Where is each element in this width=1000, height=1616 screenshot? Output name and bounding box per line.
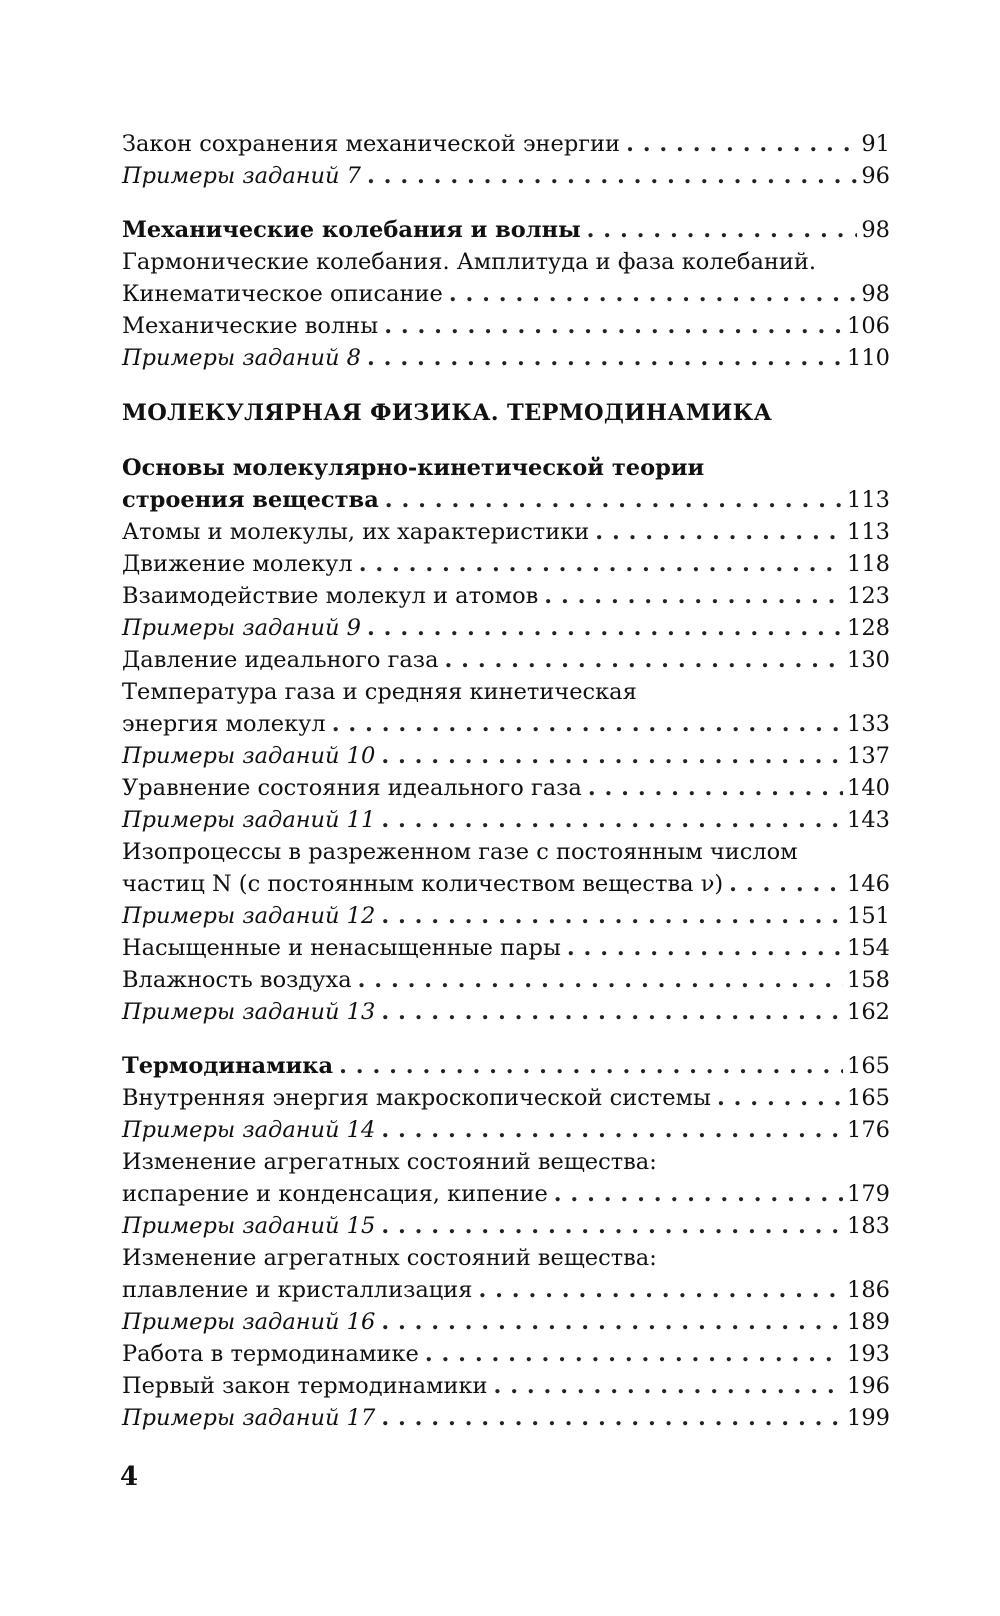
toc-entry-page: 118 — [847, 551, 890, 577]
toc-entry-page: 106 — [847, 313, 890, 339]
dot-leader — [425, 1338, 843, 1370]
toc-entry-title: Примеры заданий 15 — [122, 1213, 376, 1239]
dot-leader — [381, 740, 843, 772]
toc-entry-page: 98 — [861, 217, 890, 243]
toc-entry-title: Механические колебания и волны — [122, 217, 581, 243]
page-number: 4 — [120, 1462, 139, 1492]
toc-entry — [122, 772, 890, 804]
toc-entry-page: 151 — [847, 903, 890, 929]
part-heading: МОЛЕКУЛЯРНАЯ ФИЗИКА. ТЕРМОДИНАМИКА — [122, 400, 773, 426]
toc-entry — [122, 1274, 890, 1306]
toc-entry-title: Примеры заданий 14 — [122, 1117, 376, 1143]
toc-entry — [122, 708, 890, 740]
toc-entry-page: 110 — [847, 345, 890, 371]
toc-entry-title: Уравнение состояния идеального газа — [122, 775, 582, 801]
toc-entry-page: 158 — [847, 967, 890, 993]
dot-leader — [381, 900, 843, 932]
toc-entry — [122, 1242, 890, 1274]
dot-leader — [381, 996, 843, 1028]
toc-examples-entry — [122, 804, 890, 836]
dot-leader — [544, 580, 843, 612]
toc-entry-page: 196 — [847, 1373, 890, 1399]
toc-section-entry — [122, 452, 890, 484]
toc-section-entry — [122, 1050, 890, 1082]
section-gap — [122, 374, 890, 396]
toc-entry-title: Основы молекулярно-кинетической теории — [122, 455, 705, 481]
toc-entry-page: 123 — [847, 583, 890, 609]
dot-leader — [478, 1274, 843, 1306]
dot-leader — [381, 1210, 843, 1242]
dot-leader — [494, 1370, 844, 1402]
toc-entry — [122, 516, 890, 548]
dot-leader — [729, 868, 843, 900]
toc-entry-title: Работа в термодинамике — [122, 1341, 419, 1367]
toc-entry — [122, 1146, 890, 1178]
toc-examples-entry — [122, 160, 890, 192]
dot-leader — [339, 1050, 843, 1082]
section-gap — [122, 430, 890, 452]
toc-entry-page: 186 — [847, 1277, 890, 1303]
toc-entry-title: испарение и конденсация, кипение — [122, 1181, 548, 1207]
dot-leader — [359, 548, 843, 580]
toc-entry-page: 128 — [847, 615, 890, 641]
toc-entry-page: 193 — [847, 1341, 890, 1367]
toc-entry-title: Изменение агрегатных состояний вещества: — [122, 1149, 657, 1175]
dot-leader — [588, 772, 843, 804]
toc-entry-title: Изменение агрегатных состояний вещества: — [122, 1245, 657, 1271]
dot-leader — [384, 310, 843, 342]
dot-leader — [381, 1114, 843, 1146]
toc-entry-title: Примеры заданий 10 — [122, 743, 376, 769]
toc-entry-page: 199 — [847, 1405, 890, 1431]
dot-leader — [449, 278, 858, 310]
toc-entry-page: 91 — [861, 131, 890, 157]
dot-leader — [381, 1402, 843, 1434]
dot-leader — [367, 160, 857, 192]
toc-entry — [122, 246, 890, 278]
table-of-contents — [122, 128, 890, 1434]
dot-leader — [587, 214, 858, 246]
toc-examples-entry — [122, 996, 890, 1028]
dot-leader — [444, 644, 843, 676]
toc-entry-page: 113 — [847, 487, 890, 513]
dot-leader — [626, 128, 857, 160]
toc-entry — [122, 310, 890, 342]
toc-entry-title: Давление идеального газа — [122, 647, 439, 673]
toc-entry-title: Внутренняя энергия макроскопической системы — [122, 1085, 711, 1111]
dot-leader — [381, 1306, 843, 1338]
toc-entry-page: 162 — [847, 999, 890, 1025]
toc-entry-page: 133 — [847, 711, 890, 737]
toc-entry-page: 154 — [847, 935, 890, 961]
dot-leader — [332, 708, 843, 740]
toc-entry-title: Насыщенные и ненасыщенные пары — [122, 935, 561, 961]
dot-leader — [385, 484, 843, 516]
toc-entry — [122, 1338, 890, 1370]
toc-entry-title: Примеры заданий 9 — [122, 615, 361, 641]
toc-section-entry — [122, 484, 890, 516]
toc-entry-title: Примеры заданий 12 — [122, 903, 376, 929]
toc-examples-entry — [122, 740, 890, 772]
dot-leader — [367, 612, 843, 644]
toc-entry-title: энергия молекул — [122, 711, 326, 737]
toc-entry-title: Термодинамика — [122, 1053, 334, 1079]
toc-entry-page: 137 — [847, 743, 890, 769]
toc-entry — [122, 1178, 890, 1210]
toc-entry — [122, 548, 890, 580]
toc-examples-entry — [122, 1306, 890, 1338]
dot-leader — [554, 1178, 843, 1210]
toc-entry-title: Температура газа и средняя кинетическая — [122, 679, 637, 705]
toc-entry-title: Примеры заданий 13 — [122, 999, 376, 1025]
toc-entry-title: Примеры заданий 8 — [122, 345, 361, 371]
dot-leader — [595, 516, 843, 548]
toc-entry — [122, 836, 890, 868]
toc-entry-title: Примеры заданий 16 — [122, 1309, 376, 1335]
toc-entry-title: Механические волны — [122, 313, 379, 339]
dot-leader — [381, 804, 843, 836]
toc-entry-title: Первый закон термодинамики — [122, 1373, 488, 1399]
toc-entry-page: 189 — [847, 1309, 890, 1335]
toc-entry-page: 130 — [847, 647, 890, 673]
toc-entry — [122, 676, 890, 708]
toc-entry-title: Примеры заданий 7 — [122, 163, 361, 189]
toc-entry-page: 165 — [847, 1053, 890, 1079]
toc-section-entry — [122, 214, 890, 246]
toc-entry-title: Атомы и молекулы, их характеристики — [122, 519, 590, 545]
dot-leader — [717, 1082, 843, 1114]
toc-entry-title: Движение молекул — [122, 551, 353, 577]
toc-entry-page: 96 — [861, 163, 890, 189]
dot-leader — [367, 342, 843, 374]
toc-entry-page: 183 — [847, 1213, 890, 1239]
toc-examples-entry — [122, 900, 890, 932]
toc-entry — [122, 964, 890, 996]
toc-examples-entry — [122, 612, 890, 644]
dot-leader — [358, 964, 843, 996]
toc-entry — [122, 932, 890, 964]
toc-entry — [122, 868, 890, 900]
toc-entry-page: 146 — [847, 871, 890, 897]
toc-examples-entry — [122, 342, 890, 374]
toc-entry-page: 165 — [847, 1085, 890, 1111]
dot-leader — [567, 932, 843, 964]
toc-entry — [122, 128, 890, 160]
toc-entry-title: Примеры заданий 17 — [122, 1405, 376, 1431]
toc-entry-title: Изопроцессы в разреженном газе с постоянным числом — [122, 839, 798, 865]
toc-entry-title: Кинематическое описание — [122, 281, 443, 307]
toc-entry-title: Примеры заданий 11 — [122, 807, 376, 833]
toc-entry-title: Взаимодействие молекул и атомов — [122, 583, 539, 609]
toc-entry-page: 98 — [861, 281, 890, 307]
toc-entry — [122, 1082, 890, 1114]
toc-entry — [122, 1370, 890, 1402]
toc-entry-page: 176 — [847, 1117, 890, 1143]
toc-entry-page: 179 — [847, 1181, 890, 1207]
toc-entry — [122, 278, 890, 310]
toc-entry-title: частиц N (с постоянным количеством вещества ν) — [122, 871, 724, 897]
section-gap — [122, 192, 890, 214]
toc-examples-entry — [122, 1210, 890, 1242]
toc-entry-page: 143 — [847, 807, 890, 833]
toc-entry-title: Закон сохранения механической энергии — [122, 131, 621, 157]
toc-examples-entry — [122, 1402, 890, 1434]
toc-entry-title: Гармонические колебания. Амплитуда и фаза колебаний. — [122, 249, 817, 275]
toc-examples-entry — [122, 1114, 890, 1146]
toc-entry-title: плавление и кристаллизация — [122, 1277, 473, 1303]
toc-entry — [122, 580, 890, 612]
toc-entry-page: 140 — [847, 775, 890, 801]
toc-entry-page: 113 — [847, 519, 890, 545]
toc-entry-title: строения вещества — [122, 487, 379, 513]
toc-entry-title: Влажность воздуха — [122, 967, 352, 993]
section-gap — [122, 1028, 890, 1050]
toc-entry — [122, 644, 890, 676]
